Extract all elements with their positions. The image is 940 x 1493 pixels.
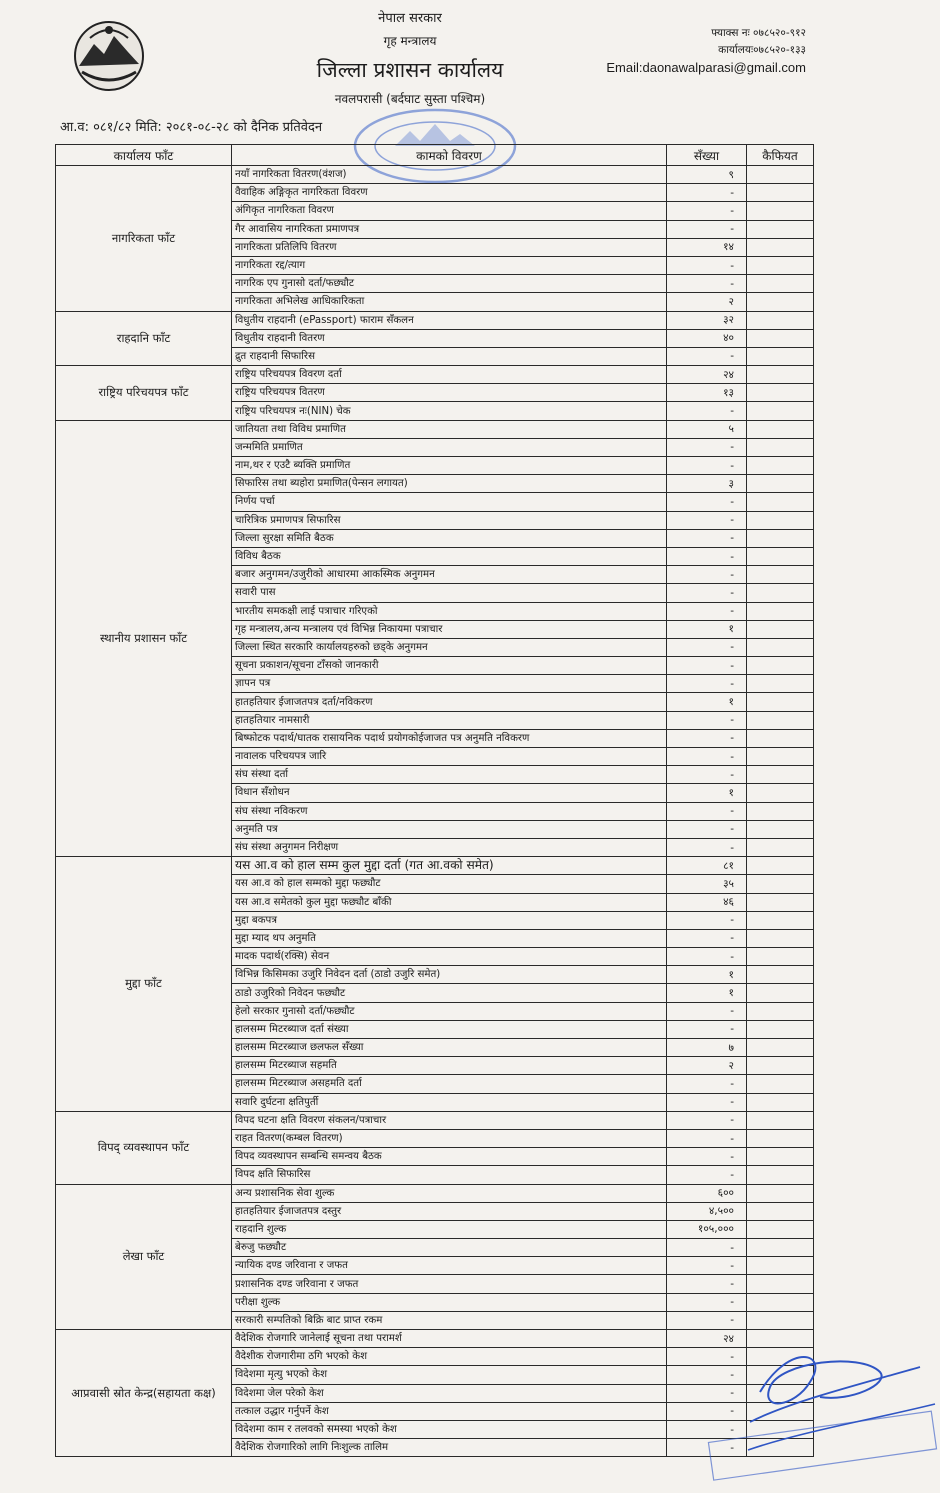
header-work-description: कामको विवरण xyxy=(232,145,667,166)
work-count: - xyxy=(667,584,747,602)
remark-cell xyxy=(747,238,814,256)
section-name: राष्ट्रिय परिचयपत्र फाँट xyxy=(56,366,232,421)
work-description: मादक पदार्थ(रक्सि) सेवन xyxy=(232,948,667,966)
work-description: यस आ.व को हाल सम्मको मुद्दा फछ्यौट xyxy=(232,875,667,893)
remark-cell xyxy=(747,1275,814,1293)
work-count: - xyxy=(667,184,747,202)
work-count: ७ xyxy=(667,1039,747,1057)
work-description: सिफारिस तथा ब्यहोरा प्रमाणित(पेन्सन लगायत) xyxy=(232,475,667,493)
work-count: - xyxy=(667,802,747,820)
work-count: - xyxy=(667,1402,747,1420)
remark-cell xyxy=(747,493,814,511)
work-description: मुद्दा म्याद थप अनुमति xyxy=(232,929,667,947)
work-description: राहदानि शुल्क xyxy=(232,1220,667,1238)
work-description: राष्ट्रिय परिचयपत्र नः(NIN) चेक xyxy=(232,402,667,420)
work-description: हातहतियार नामसारी xyxy=(232,711,667,729)
work-count: - xyxy=(667,566,747,584)
work-count: २४ xyxy=(667,366,747,384)
work-count: - xyxy=(667,1239,747,1257)
work-description: अन्य प्रशासनिक सेवा शुल्क xyxy=(232,1184,667,1202)
remark-cell xyxy=(747,857,814,875)
remark-cell xyxy=(747,329,814,347)
work-count: - xyxy=(667,347,747,365)
remark-cell xyxy=(747,311,814,329)
work-description: संघ संस्था नविकरण xyxy=(232,802,667,820)
remark-cell xyxy=(747,1220,814,1238)
office-title: जिल्ला प्रशासन कार्यालय xyxy=(316,58,504,82)
section-name: नागरिकता फाँट xyxy=(56,166,232,312)
remark-cell xyxy=(747,1202,814,1220)
work-count: १३ xyxy=(667,384,747,402)
work-description: हालसम्म मिटरब्याज असहमति दर्ता xyxy=(232,1075,667,1093)
remark-cell xyxy=(747,729,814,747)
remark-cell xyxy=(747,256,814,274)
work-count: २ xyxy=(667,1057,747,1075)
work-description: ठाडो उजुरिको निवेदन फछ्यौट xyxy=(232,984,667,1002)
work-count: - xyxy=(667,638,747,656)
work-count: - xyxy=(667,1384,747,1402)
work-description: यस आ.व समेतको कुल मुद्दा फछ्यौट बाँकी xyxy=(232,893,667,911)
work-count: - xyxy=(667,1420,747,1438)
office-location: नवलपरासी (बर्दघाट सुस्ता पश्चिम) xyxy=(334,92,486,106)
table-row xyxy=(56,311,814,329)
table-row xyxy=(56,366,814,384)
work-description: जातियता तथा विविध प्रमाणित xyxy=(232,420,667,438)
work-description: तत्काल उद्धार गर्नुपर्ने केश xyxy=(232,1402,667,1420)
government-name: नेपाल सरकार xyxy=(378,11,442,26)
work-count: ९ xyxy=(667,166,747,184)
officer-signature xyxy=(700,1332,940,1482)
work-count: १ xyxy=(667,693,747,711)
remark-cell xyxy=(747,875,814,893)
remark-cell xyxy=(747,620,814,638)
work-description: अनुमति पत्र xyxy=(232,820,667,838)
work-description: परीक्षा शुल्क xyxy=(232,1293,667,1311)
table-row xyxy=(56,420,814,438)
remark-cell xyxy=(747,1020,814,1038)
work-description: बजार अनुगमन/उजुरीको आधारमा आकस्मिक अनुगमन xyxy=(232,566,667,584)
work-count: १ xyxy=(667,784,747,802)
work-description: हेलो सरकार गुनासो दर्ता/फछ्यौट xyxy=(232,1002,667,1020)
work-count: - xyxy=(667,748,747,766)
work-count: १०५,००० xyxy=(667,1220,747,1238)
work-description: हालसम्म मिटरब्याज छलफल सँख्या xyxy=(232,1039,667,1057)
remark-cell xyxy=(747,784,814,802)
remark-cell xyxy=(747,584,814,602)
work-description: सवारि दुर्घटना क्षतिपुर्ती xyxy=(232,1093,667,1111)
work-count: - xyxy=(667,1002,747,1020)
section-name: राहदानि फाँट xyxy=(56,311,232,366)
remark-cell xyxy=(747,1039,814,1057)
work-description: वैदेशिक रोजगारि जानेलाई सूचना तथा परामर्श xyxy=(232,1330,667,1348)
remark-cell xyxy=(747,275,814,293)
remark-cell xyxy=(747,366,814,384)
work-description: यस आ.व को हाल सम्म कुल मुद्दा दर्ता (गत आ.वको समेत) xyxy=(232,857,667,875)
work-count: - xyxy=(667,1348,747,1366)
work-description: सरकारी सम्पतिको बिक्रि बाट प्राप्त रकम xyxy=(232,1311,667,1329)
work-count: - xyxy=(667,1148,747,1166)
remark-cell xyxy=(747,202,814,220)
work-description: विधुतीय राहदानी वितरण xyxy=(232,329,667,347)
remark-cell xyxy=(747,347,814,365)
work-count: २ xyxy=(667,293,747,311)
work-description: वैवाहिक अङ्गिकृत नागरिकता विवरण xyxy=(232,184,667,202)
work-description: बेरुजु फछ्यौट xyxy=(232,1239,667,1257)
remark-cell xyxy=(747,1111,814,1129)
work-count: - xyxy=(667,493,747,511)
work-description: विपद घटना क्षति विवरण संकलन/पत्राचार xyxy=(232,1111,667,1129)
work-description: द्रुत राहदानी सिफारिस xyxy=(232,347,667,365)
work-count: - xyxy=(667,729,747,747)
work-description: नावालक परिचयपत्र जारि xyxy=(232,748,667,766)
work-description: नयाँ नागरिकता वितरण(वंशज) xyxy=(232,166,667,184)
remark-cell xyxy=(747,220,814,238)
work-count: ४,५०० xyxy=(667,1202,747,1220)
fax-number: फ्याक्स नः ०७८५२०-९१२ xyxy=(711,27,806,39)
remark-cell xyxy=(747,748,814,766)
report-date-line: आ.व: ०८१/८२ मिति: २०८१-०८-२८ को दैनिक प्रतिवेदन xyxy=(60,120,323,135)
work-description: विभिन्न किसिमका उजुरि निवेदन दर्ता (ठाडो उजुरि समेत) xyxy=(232,966,667,984)
ministry-name: गृह मन्त्रालय xyxy=(383,34,437,48)
section-name: लेखा फाँट xyxy=(56,1184,232,1330)
remark-cell xyxy=(747,402,814,420)
remark-cell xyxy=(747,820,814,838)
work-description: बिष्फोटक पदार्थ/घातक रासायनिक पदार्थ प्रयोगकोईजाजत पत्र अनुमति नविकरण xyxy=(232,729,667,747)
work-description: संघ संस्था दर्ता xyxy=(232,766,667,784)
work-description: जिल्ला सुरक्षा समिति बैठक xyxy=(232,529,667,547)
work-description: ज्ञापन पत्र xyxy=(232,675,667,693)
work-description: हालसम्म मिटरब्याज सहमति xyxy=(232,1057,667,1075)
remark-cell xyxy=(747,838,814,856)
work-count: - xyxy=(667,529,747,547)
remark-cell xyxy=(747,966,814,984)
work-description: विधान सँशोधन xyxy=(232,784,667,802)
work-count: - xyxy=(667,1293,747,1311)
work-count: - xyxy=(667,1439,747,1457)
work-description: न्यायिक दण्ड जरिवाना र जफत xyxy=(232,1257,667,1275)
work-count: २४ xyxy=(667,1330,747,1348)
work-count: - xyxy=(667,256,747,274)
work-count: - xyxy=(667,220,747,238)
section-name: मुद्दा फाँट xyxy=(56,857,232,1112)
work-description: भारतीय समकक्षी लाई पत्राचार गरिएको xyxy=(232,602,667,620)
remark-cell xyxy=(747,438,814,456)
work-description: राष्ट्रिय परिचयपत्र वितरण xyxy=(232,384,667,402)
work-count: - xyxy=(667,820,747,838)
work-count: - xyxy=(667,1111,747,1129)
remark-cell xyxy=(747,1057,814,1075)
remark-cell xyxy=(747,475,814,493)
work-count: - xyxy=(667,838,747,856)
remark-cell xyxy=(747,384,814,402)
work-count: - xyxy=(667,711,747,729)
remark-cell xyxy=(747,711,814,729)
remark-cell xyxy=(747,638,814,656)
work-count: १ xyxy=(667,620,747,638)
work-count: - xyxy=(667,402,747,420)
remark-cell xyxy=(747,1257,814,1275)
work-description: विदेशमा मृत्यु भएको केश xyxy=(232,1366,667,1384)
remark-cell xyxy=(747,1148,814,1166)
work-description: सूचना प्रकाशन/सूचना टाँसको जानकारी xyxy=(232,657,667,675)
work-description: चारित्रिक प्रमाणपत्र सिफारिस xyxy=(232,511,667,529)
section-name: आप्रवासी स्रोत केन्द्र(सहायता कक्ष) xyxy=(56,1330,232,1457)
work-count: - xyxy=(667,948,747,966)
work-count: ६०० xyxy=(667,1184,747,1202)
remark-cell xyxy=(747,1311,814,1329)
remark-cell xyxy=(747,1093,814,1111)
work-count: ५ xyxy=(667,420,747,438)
work-description: हालसम्म मिटरब्याज दर्ता संख्या xyxy=(232,1020,667,1038)
work-count: - xyxy=(667,1366,747,1384)
work-description: संघ संस्था अनुगमन निरीक्षण xyxy=(232,838,667,856)
work-description: जन्ममिति प्रमाणित xyxy=(232,438,667,456)
daily-report-table xyxy=(55,144,814,1457)
work-description: नागरिक एप गुनासो दर्ता/फछ्यौट xyxy=(232,275,667,293)
work-count: - xyxy=(667,511,747,529)
section-name: विपद् व्यवस्थापन फाँट xyxy=(56,1111,232,1184)
remark-cell xyxy=(747,984,814,1002)
remark-cell xyxy=(747,602,814,620)
remark-cell xyxy=(747,693,814,711)
work-count: ४६ xyxy=(667,893,747,911)
remark-cell xyxy=(747,1002,814,1020)
work-count: - xyxy=(667,929,747,947)
work-count: - xyxy=(667,438,747,456)
office-email: Email:daonawalparasi@gmail.com xyxy=(606,60,806,75)
remark-cell xyxy=(747,420,814,438)
remark-cell xyxy=(747,1166,814,1184)
remark-cell xyxy=(747,766,814,784)
work-count: - xyxy=(667,1166,747,1184)
work-description: राहत वितरण(कम्बल वितरण) xyxy=(232,1129,667,1147)
work-description: निर्णय पर्चा xyxy=(232,493,667,511)
work-description: विपद क्षति सिफारिस xyxy=(232,1166,667,1184)
header-remarks: कैफियत xyxy=(747,145,814,166)
table-row xyxy=(56,857,814,875)
work-description: मुद्दा बकपत्र xyxy=(232,911,667,929)
work-description: हातहतियार ईजाजतपत्र दर्ता/नविकरण xyxy=(232,693,667,711)
work-count: - xyxy=(667,1311,747,1329)
remark-cell xyxy=(747,911,814,929)
work-count: - xyxy=(667,675,747,693)
remark-cell xyxy=(747,566,814,584)
work-description: हातहतियार ईजाजतपत्र दस्तुर xyxy=(232,1202,667,1220)
work-count: - xyxy=(667,1075,747,1093)
work-description: नागरिकता रद्द/त्याग xyxy=(232,256,667,274)
work-description: प्रशासनिक दण्ड जरिवाना र जफत xyxy=(232,1275,667,1293)
remark-cell xyxy=(747,293,814,311)
work-description: जिल्ला स्थित सरकारि कार्यालयहरुको छड्के अनुगमन xyxy=(232,638,667,656)
header-office-section: कार्यालय फाँट xyxy=(56,145,232,166)
work-count: १ xyxy=(667,984,747,1002)
remark-cell xyxy=(747,948,814,966)
remark-cell xyxy=(747,529,814,547)
work-count: १४ xyxy=(667,238,747,256)
table-row xyxy=(56,166,814,184)
remark-cell xyxy=(747,184,814,202)
work-count: ४० xyxy=(667,329,747,347)
work-count: - xyxy=(667,657,747,675)
work-count: १ xyxy=(667,966,747,984)
work-count: - xyxy=(667,1257,747,1275)
nepal-emblem-icon xyxy=(66,18,152,94)
work-description: विपद व्यवस्थापन सम्बन्धि समन्वय बैठक xyxy=(232,1148,667,1166)
remark-cell xyxy=(747,1293,814,1311)
work-description: विदेशमा काम र तलवको समस्या भएको केश xyxy=(232,1420,667,1438)
work-description: गृह मन्त्रालय,अन्य मन्त्रालय एवं विभिन्न निकायमा पत्राचार xyxy=(232,620,667,638)
remark-cell xyxy=(747,1075,814,1093)
work-count: - xyxy=(667,457,747,475)
remark-cell xyxy=(747,1184,814,1202)
work-count: - xyxy=(667,1275,747,1293)
office-phone: कार्यालयः०७८५२०-१३३ xyxy=(718,44,806,56)
work-description: नाम,थर र एउटै ब्यक्ति प्रमाणित xyxy=(232,457,667,475)
work-count: ३ xyxy=(667,475,747,493)
section-name: स्थानीय प्रशासन फाँट xyxy=(56,420,232,857)
remark-cell xyxy=(747,547,814,565)
header-count: सँख्या xyxy=(667,145,747,166)
work-count: ३२ xyxy=(667,311,747,329)
work-count: - xyxy=(667,1020,747,1038)
work-description: वैदेशिक रोजगारिको लागि निःशुल्क तालिम xyxy=(232,1439,667,1457)
work-count: - xyxy=(667,766,747,784)
work-description: विदेशमा जेल परेको केश xyxy=(232,1384,667,1402)
remark-cell xyxy=(747,1129,814,1147)
work-count: ३५ xyxy=(667,875,747,893)
work-count: - xyxy=(667,547,747,565)
work-count: - xyxy=(667,602,747,620)
work-description: नागरिकता अभिलेख आधिकारिकता xyxy=(232,293,667,311)
remark-cell xyxy=(747,166,814,184)
remark-cell xyxy=(747,511,814,529)
work-description: गैर आवासिय नागरिकता प्रमाणपत्र xyxy=(232,220,667,238)
remark-cell xyxy=(747,457,814,475)
work-description: वैदेशीक रोजगारीमा ठगि भएको केश xyxy=(232,1348,667,1366)
work-description: नागरिकता प्रतिलिपि वितरण xyxy=(232,238,667,256)
table-row xyxy=(56,1111,814,1129)
remark-cell xyxy=(747,1239,814,1257)
work-count: - xyxy=(667,911,747,929)
work-description: सवारी पास xyxy=(232,584,667,602)
remark-cell xyxy=(747,802,814,820)
remark-cell xyxy=(747,893,814,911)
work-description: राष्ट्रिय परिचयपत्र विवरण दर्ता xyxy=(232,366,667,384)
work-count: ८१ xyxy=(667,857,747,875)
remark-cell xyxy=(747,675,814,693)
work-count: - xyxy=(667,275,747,293)
table-row xyxy=(56,1184,814,1202)
remark-cell xyxy=(747,929,814,947)
work-description: विविध बैठक xyxy=(232,547,667,565)
work-description: विधुतीय राहदानी (ePassport) फाराम सँकलन xyxy=(232,311,667,329)
work-count: - xyxy=(667,1093,747,1111)
work-count: - xyxy=(667,1129,747,1147)
remark-cell xyxy=(747,657,814,675)
work-count: - xyxy=(667,202,747,220)
work-description: अंगिकृत नागरिकता विवरण xyxy=(232,202,667,220)
